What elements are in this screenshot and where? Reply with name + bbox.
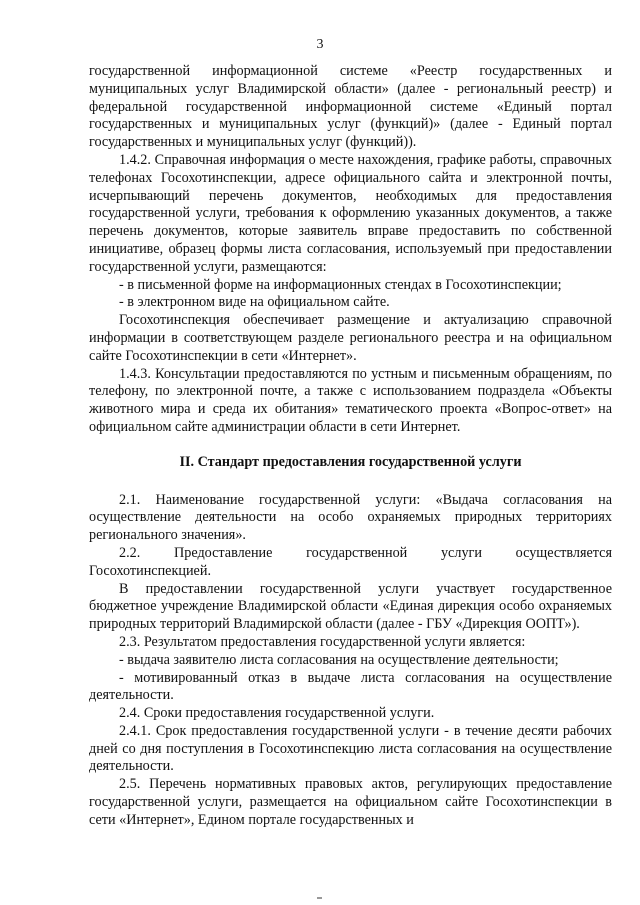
- list-item: - мотивированный отказ в выдаче листа согласования на осуществление деятельности.: [89, 669, 612, 704]
- section-heading: II. Стандарт предоставления государственной услуги: [179, 453, 522, 470]
- paragraph: Госохотинспекция обеспечивает размещение и актуализацию справочной информации в соответствующем разделе регионального реестра и на официальном сайте Госохотинспекции в сети «Интернет».: [89, 312, 612, 364]
- paragraph: 2.5. Перечень нормативных правовых актов, регулирующих предоставление государственной услуги, размещается на официальном сайте Госохотинспекции в сети «Интернет», Едином портале государственных и: [89, 776, 612, 828]
- scan-artifact: [317, 897, 322, 899]
- list-item: - выдача заявителю листа согласования на осуществление деятельности;: [119, 651, 559, 668]
- paragraphs-after: [89, 492, 612, 830]
- list-item: - в письменной форме на информационных стендах в Госохотинспекции;: [119, 276, 562, 293]
- paragraph: 2.3. Результатом предоставления государственной услуги является:: [119, 633, 526, 650]
- paragraph: 1.4.2. Справочная информация о месте нахождения, графике работы, справочных телефонах Госохотинспекции, адресе официального сайта и электронной почты, исчерпывающий перечень документов, необходимых для предоставления государственной услуги, требования к оформлению указанных документов, а также перечень документов, которые заявитель вправе предоставить по собственной инициативе, образец формы листа согласования, используемый при предоставлении государственной услуги, размещаются:: [89, 151, 612, 275]
- page-number: 3: [316, 37, 324, 52]
- document-body: [89, 63, 612, 830]
- paragraph: 2.4. Сроки предоставления государственной услуги.: [119, 705, 435, 722]
- paragraph: 1.4.3. Консультации предоставляются по устным и письменным обращениям, по телефону, по электронной почте, а также с использованием подраздела «Объекты животного мира и среда их обитания» тематического проекта «Вопрос-ответ» на официальном сайте администрации области в сети Интернет.: [89, 365, 612, 435]
- paragraphs-before: [89, 63, 612, 437]
- paragraph: 2.2. Предоставление государственной услуги осуществляется Госохотинспекцией.: [89, 544, 612, 579]
- paragraph: В предоставлении государственной услуги участвует государственное бюджетное учреждение Владимирской области «Единая дирекция особо охраняемых природных территорий Владимирской области (далее - ГБУ «Дирекция ООПТ»).: [89, 580, 612, 633]
- paragraph: 2.4.1. Срок предоставления государственной услуги - в течение десяти рабочих дней со дня поступления в Госохотинспекцию листа согласования на осуществление деятельности.: [89, 722, 612, 775]
- paragraph: государственной информационной системе «Реестр государственных и муниципальных услуг Владимирской области» (далее - региональный реестр) и федеральной государственной информационной системе «Единый портал государственных и муниципальных услуг (функций)» (далее - Единый портал государственных и муниципальных услуг (функций)).: [89, 63, 612, 151]
- paragraph: 2.1. Наименование государственной услуги: «Выдача согласования на осуществление деятельности на особо охраняемых природных территориях регионального значения».: [89, 491, 612, 544]
- list-item: - в электронном виде на официальном сайте.: [119, 294, 390, 311]
